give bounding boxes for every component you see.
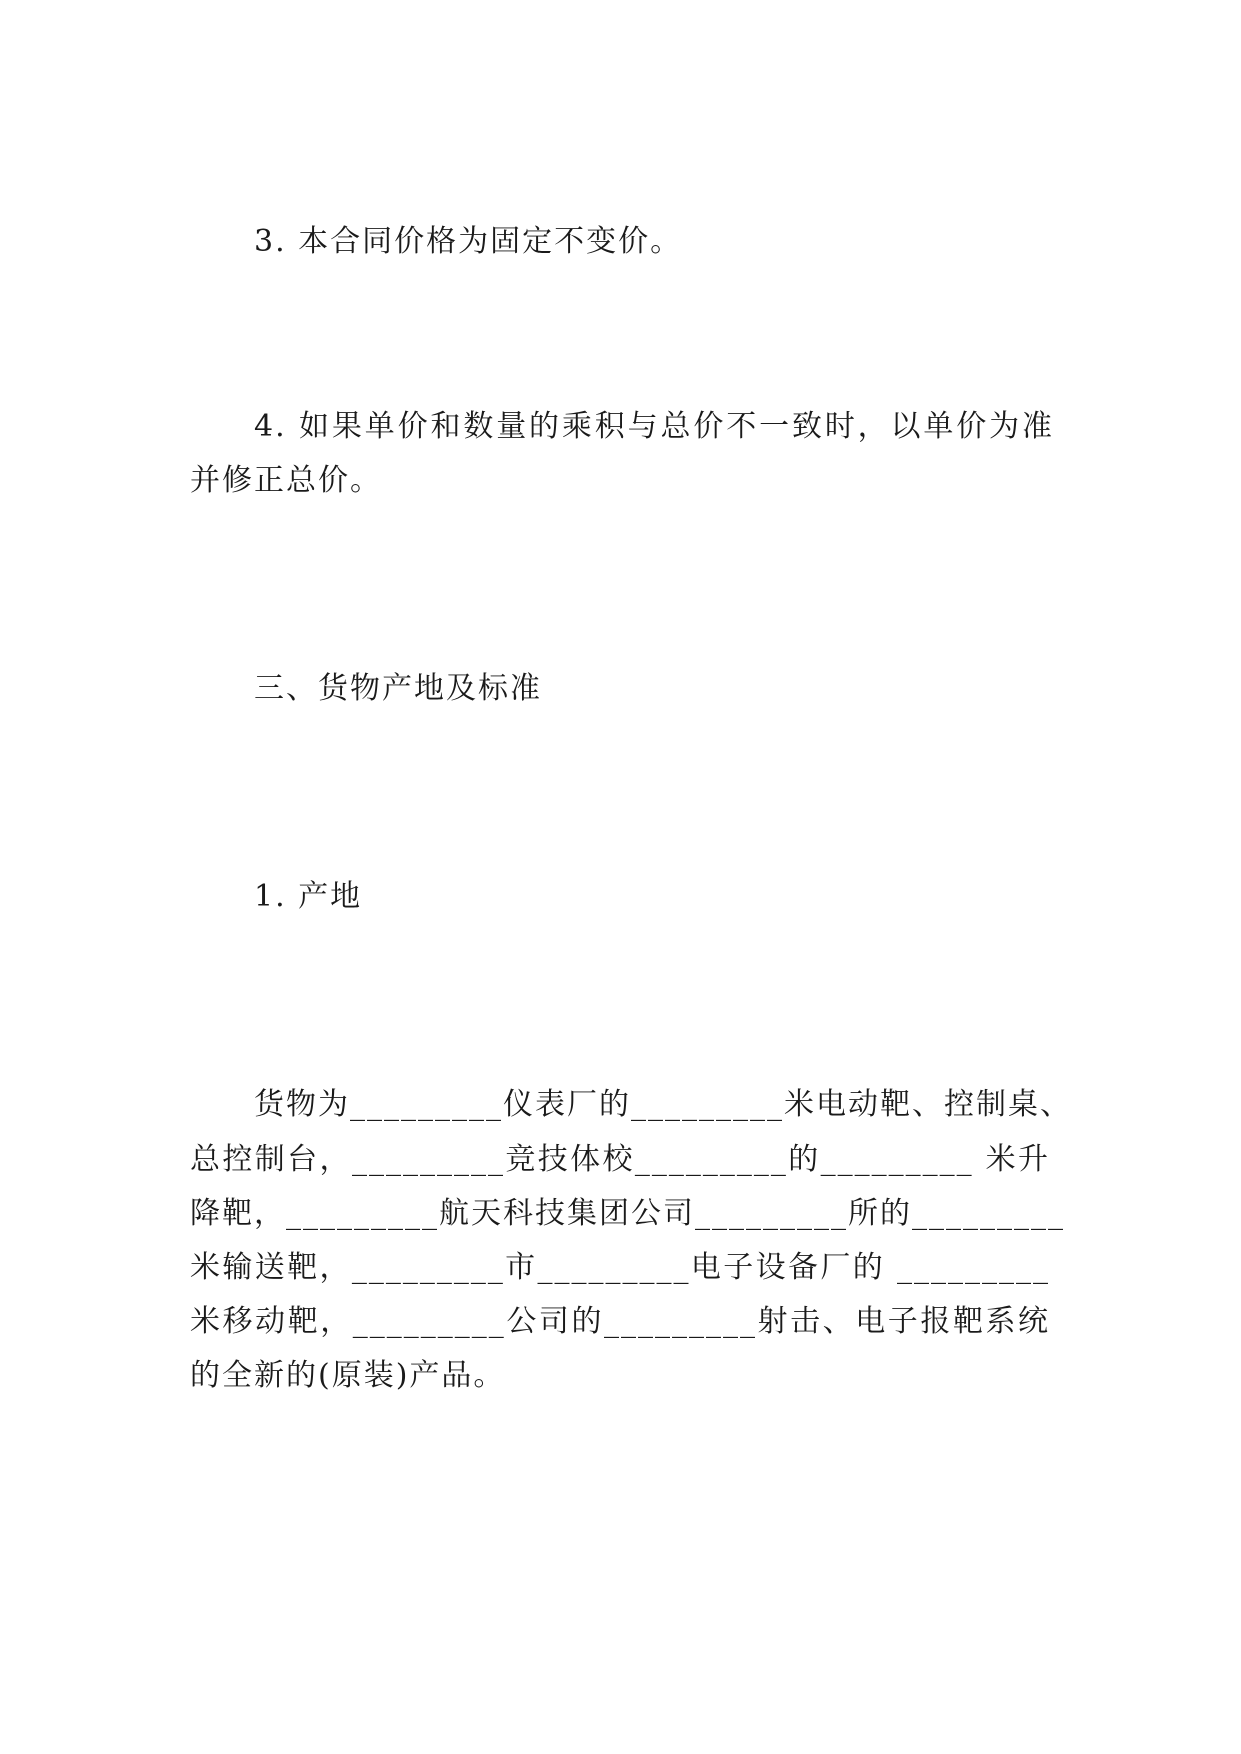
origin-paragraph-line-1: 货物为_________仪表厂的_________米电动靶、控制桌、 (254, 1087, 1072, 1122)
subsection-1-heading: 1. 产地 (254, 879, 363, 914)
origin-paragraph-line-6: 的全新的(原装)产品。 (190, 1358, 506, 1393)
section-3-heading: 三、货物产地及标准 (254, 671, 542, 706)
origin-paragraph-line-2: 总控制台，_________竞技体校_________的_________ 米升 (190, 1142, 1050, 1177)
origin-paragraph-line-5: 米移动靶，_________公司的_________射击、电子报靶系统 (190, 1304, 1050, 1339)
origin-paragraph-line-4: 米输送靶，_________市_________电子设备厂的 _________ (190, 1250, 1050, 1285)
clause-4-line-2: 并修正总价。 (190, 463, 382, 498)
clause-4-line-1: 4. 如果单价和数量的乘积与总价不一致时，以单价为准 (254, 409, 1054, 444)
origin-paragraph-line-3: 降靶，_________航天科技集团公司_________所的_________ (190, 1196, 1065, 1231)
clause-3-price-fixed: 3. 本合同价格为固定不变价。 (254, 224, 683, 259)
